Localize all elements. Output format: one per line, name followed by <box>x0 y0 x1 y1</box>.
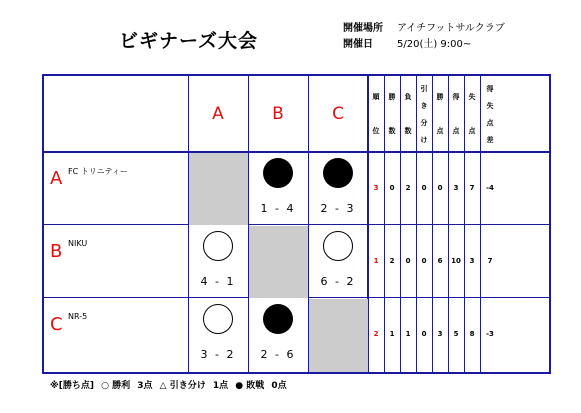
rank-value: 1 <box>373 257 379 265</box>
stat-value: -3 <box>486 330 494 338</box>
match-score: 2 - 3 <box>320 202 356 215</box>
stat-header <box>464 80 480 148</box>
stat-header-char: 差 <box>486 135 494 144</box>
stat-header-char: 分 <box>420 118 428 127</box>
match-score: 2 - 6 <box>260 348 296 361</box>
date-value: 5/20(土) 9:00~ <box>397 39 472 50</box>
stat-value: 0 <box>421 257 427 265</box>
stat-header <box>384 80 400 148</box>
stat-value: 8 <box>469 330 475 338</box>
stat-header-char: 負 <box>404 93 412 101</box>
team-name: NR-5 <box>68 312 88 321</box>
stat-value: 0 <box>421 330 427 338</box>
row-label <box>44 298 188 372</box>
stat-header-char: 勝 <box>436 93 444 101</box>
stat-header <box>480 80 500 148</box>
team-letter: C <box>50 314 63 335</box>
rank-value: 3 <box>373 184 379 192</box>
stat-value: 0 <box>437 184 443 192</box>
venue-label: 開催場所 <box>343 23 383 34</box>
stat-header <box>432 80 448 148</box>
stat-header-char: 点 <box>452 127 460 135</box>
stat-value: -4 <box>486 184 494 192</box>
stat-header-char: 失 <box>468 93 476 101</box>
stat-header-char: き <box>420 101 428 110</box>
column-header-a: A <box>212 104 224 124</box>
stat-header <box>448 80 464 148</box>
stat-header <box>368 80 384 148</box>
self-match-cell <box>249 226 308 298</box>
stat-value: 0 <box>405 257 411 265</box>
stat-header-char: 数 <box>388 127 396 135</box>
self-match-cell <box>309 299 368 372</box>
team-letter: B <box>50 241 63 262</box>
self-match-cell <box>189 153 248 225</box>
row-label <box>44 225 188 298</box>
stat-header-char: 点 <box>486 118 494 127</box>
legend-heading: ※[勝ち点] <box>50 381 94 391</box>
stat-header-char: 順 <box>372 93 380 101</box>
stat-value: 3 <box>437 330 443 338</box>
team-letter: A <box>50 168 63 189</box>
standings-table <box>42 74 551 374</box>
legend-draw-points: 1点 <box>212 381 229 391</box>
stat-header <box>416 80 432 148</box>
legend-win-points: 3点 <box>137 381 153 391</box>
stat-header <box>400 80 416 148</box>
legend-draw: △ 引き分け <box>159 381 206 391</box>
stat-value: 3 <box>453 184 459 192</box>
stat-header-char: 勝 <box>388 93 396 101</box>
row-label <box>44 152 188 225</box>
legend-win: ○ 勝利 <box>101 381 131 391</box>
match-score: 4 - 1 <box>200 275 236 288</box>
stat-header-char: け <box>420 135 428 144</box>
win-circle-icon <box>323 231 353 261</box>
legend-loss: ● 敗戦 <box>235 381 265 391</box>
stat-value: 0 <box>421 184 427 192</box>
match-score: 3 - 2 <box>200 348 236 361</box>
date-info <box>343 38 471 52</box>
stat-value: 5 <box>453 330 459 338</box>
stat-header-char: 位 <box>372 127 380 135</box>
stat-header-char: 得 <box>452 93 460 101</box>
loss-circle-icon <box>263 158 293 188</box>
match-score: 6 - 2 <box>320 275 356 288</box>
loss-circle-icon <box>323 158 353 188</box>
venue-info <box>343 22 505 36</box>
stat-header-char: 引 <box>420 84 428 93</box>
rank-value: 2 <box>373 330 379 338</box>
points-legend <box>50 378 291 391</box>
stat-header-char: 点 <box>436 127 444 135</box>
stat-header-char: 得 <box>486 84 494 93</box>
team-name: NIKU <box>68 239 88 248</box>
stat-value: 2 <box>405 184 411 192</box>
team-name: FC トリニティー <box>68 167 128 176</box>
stat-value: 1 <box>389 330 395 338</box>
stat-value: 3 <box>469 257 475 265</box>
column-header-b: B <box>272 104 284 124</box>
column-header-c: C <box>332 104 344 124</box>
stat-value: 7 <box>469 184 475 192</box>
date-label: 開催日 <box>343 39 373 50</box>
stat-value: 0 <box>389 184 395 192</box>
loss-circle-icon <box>263 304 293 334</box>
page-title: ビギナーズ大会 <box>119 30 259 52</box>
stat-header-char: 失 <box>486 101 494 110</box>
legend-loss-points: 0点 <box>271 381 287 391</box>
venue-value: アイチフットサルクラブ <box>397 23 505 34</box>
win-circle-icon <box>203 304 233 334</box>
stat-header-char: 数 <box>404 127 412 135</box>
stat-value: 1 <box>405 330 411 338</box>
stat-header-char: 点 <box>468 127 476 135</box>
stat-value: 2 <box>389 257 395 265</box>
match-score: 1 - 4 <box>260 202 296 215</box>
stat-value: 10 <box>451 257 461 265</box>
stat-value: 6 <box>437 257 443 265</box>
win-circle-icon <box>203 231 233 261</box>
stat-value: 7 <box>487 257 493 265</box>
